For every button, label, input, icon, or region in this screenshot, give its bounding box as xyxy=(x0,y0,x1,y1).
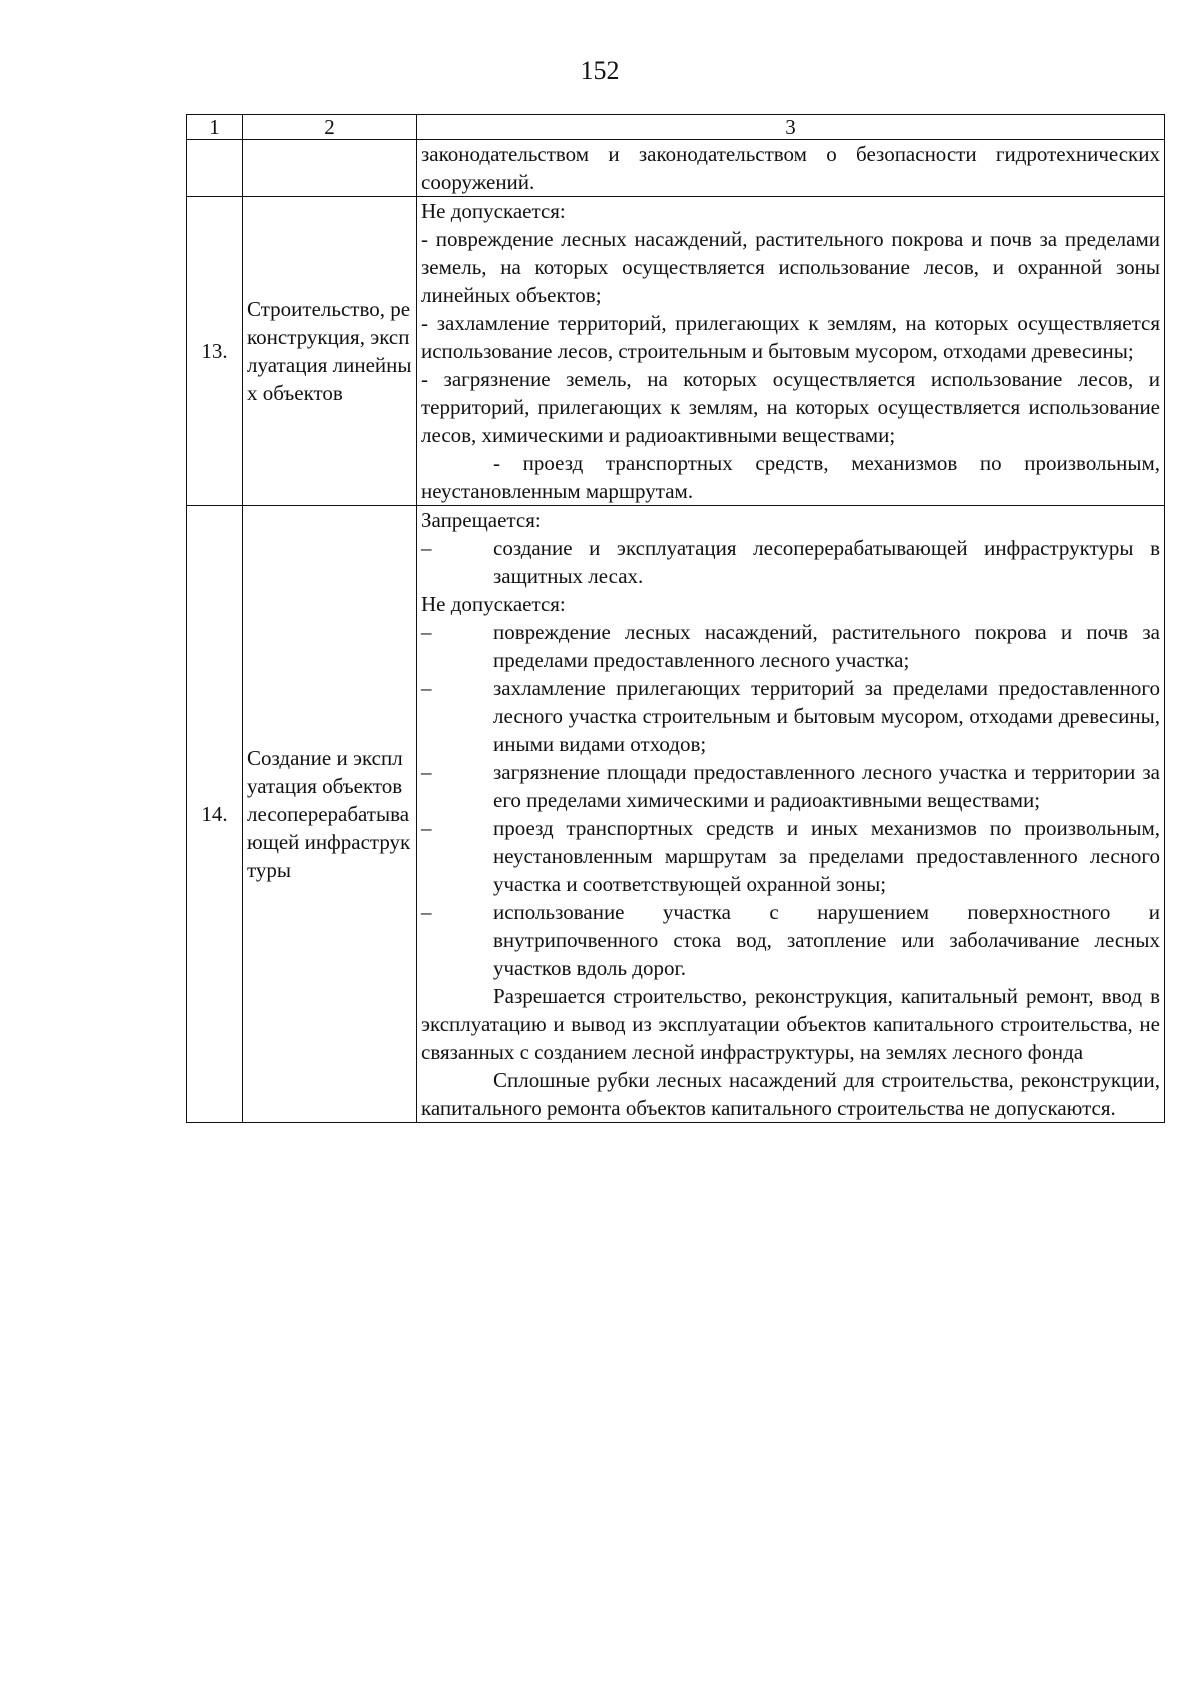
row-14-text xyxy=(417,506,1165,1123)
not-allowed-label: Не допускается: xyxy=(421,592,566,616)
not-allowed-item-text: загрязнение площади предоставленного лесного участка и территории за его пределами химическими и радиоактивными веществами; xyxy=(493,760,1160,812)
table-row-14 xyxy=(187,506,1165,1123)
table-row-13 xyxy=(187,197,1165,506)
dash-mark: – xyxy=(421,816,432,840)
row-name-cell xyxy=(243,140,417,197)
not-allowed-item-text: захламление прилегающих территорий за пределами предоставленного лесного участка строительным и бытовым мусором, отходами древесины, иными видами отходов; xyxy=(493,676,1160,756)
dash-mark: – xyxy=(421,620,432,644)
header-cell-3: 3 xyxy=(417,115,1165,140)
not-allowed-item xyxy=(421,618,1160,674)
header-cell-2: 2 xyxy=(243,115,417,140)
header-cell-1: 1 xyxy=(187,115,243,140)
row-14-number: 14. xyxy=(187,506,243,1123)
continuation-text: законодательством и законодательством о безопасности гидротехнических сооружений. xyxy=(421,142,1160,194)
not-allowed-item xyxy=(421,898,1160,982)
not-allowed-item xyxy=(421,814,1160,898)
dash-mark: – xyxy=(421,536,432,560)
row-13-line: - проезд транспортных средств, механизмов по произвольным, неустановленным маршрутам. xyxy=(421,451,1160,503)
table-row-continuation xyxy=(187,140,1165,197)
not-allowed-item xyxy=(421,674,1160,758)
row-13-number: 13. xyxy=(187,197,243,506)
dash-mark: – xyxy=(421,760,432,784)
prohibited-label: Запрещается: xyxy=(421,508,541,532)
page-number: 152 xyxy=(580,56,620,85)
dash-mark: – xyxy=(421,676,432,700)
row-13-line: - захламление территорий, прилегающих к землям, на которых осуществляется использование лесов, строительным и бытовым мусором, отходами древесины; xyxy=(421,311,1160,363)
row-13-text xyxy=(417,197,1165,506)
dash-mark: – xyxy=(421,900,432,924)
not-allowed-item-text: проезд транспортных средств и иных механизмов по произвольным, неустановленным маршрутам за пределами предоставленного лесного участка и соответствующей охранной зоны; xyxy=(493,816,1160,896)
not-allowed-item-text: использование участка с нарушением поверхностного и внутрипочвенного стока вод, затопление или заболачивание лесных участков вдоль дорог. xyxy=(493,900,1160,980)
row-13-line: - повреждение лесных насаждений, растительного покрова и почв за пределами земель, на которых осуществляется использование лесов, и охранной зоны линейных объектов; xyxy=(421,227,1160,307)
row-13-name: Строительство, реконструкция, эксплуатация линейных объектов xyxy=(243,197,417,506)
regulations-table xyxy=(186,114,1165,1123)
prohibited-item-text: создание и эксплуатация лесоперерабатывающей инфраструктуры в защитных лесах. xyxy=(493,536,1160,588)
row-13-line: Не допускается: xyxy=(421,199,566,223)
not-allowed-item xyxy=(421,758,1160,814)
row-14-name: Создание и эксплуатация объектов лесоперерабатывающей инфраструктуры xyxy=(243,506,417,1123)
clearcut-text: Сплошные рубки лесных насаждений для строительства, реконструкции, капитального ремонта объектов капитального строительства не допускаются. xyxy=(421,1068,1160,1120)
row-number-cell xyxy=(187,140,243,197)
row-text-cell xyxy=(417,140,1165,197)
not-allowed-item-text: повреждение лесных насаждений, растительного покрова и почв за пределами предоставленного лесного участка; xyxy=(493,620,1160,672)
table-header-row xyxy=(187,115,1165,140)
prohibited-item xyxy=(421,534,1160,590)
row-13-line: - загрязнение земель, на которых осуществляется использование лесов, и территорий, прилегающих к землям, на которых осуществляется использование лесов, химическими и радиоактивными веществами; xyxy=(421,367,1160,447)
permitted-text: Разрешается строительство, реконструкция, капитальный ремонт, ввод в эксплуатацию и вывод из эксплуатации объектов капитального строительства, не связанных с созданием лесной инфраструктуры, на землях лесного фонда xyxy=(421,984,1160,1064)
